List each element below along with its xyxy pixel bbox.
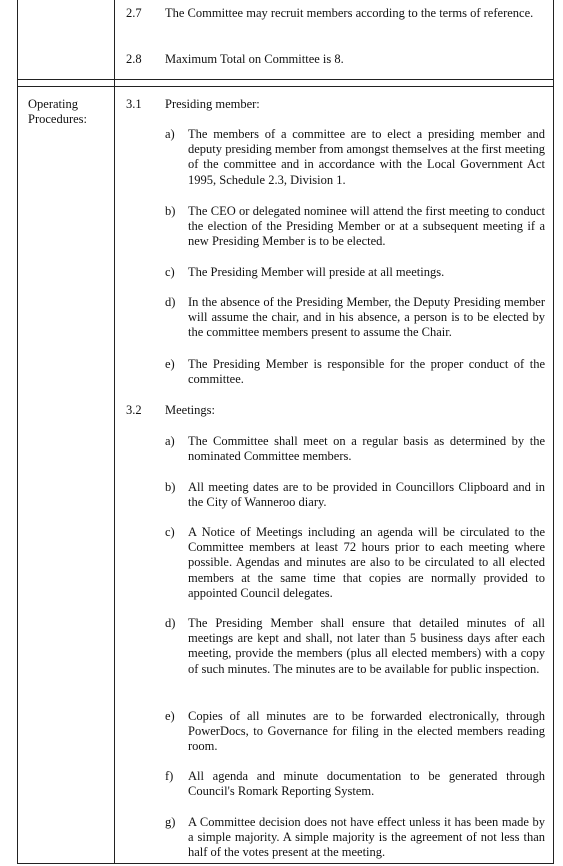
list-item-text: All agenda and minute documentation to be generated through Council's Romark Reporting System.	[188, 769, 545, 799]
list-item-text: A Notice of Meetings including an agenda will be circulated to the Committee members at least 72 hours prior to each meeting where possible. Agendas and minutes are also to be circulated to all elected members at the same time that copies are normally provided to appointed Council delegates.	[188, 525, 545, 600]
list-letter: c)	[165, 265, 175, 279]
section-number-3-2: 3.2	[126, 403, 142, 417]
operating-procedures-label: Operating Procedures:	[28, 97, 88, 127]
list-letter: a)	[165, 434, 175, 448]
list-item-text: Copies of all minutes are to be forwarded electronically, through PowerDocs, to Governance for filing in the elected members reading room.	[188, 709, 545, 754]
list-item-text: The Presiding Member will preside at all meetings.	[188, 265, 445, 279]
list-item-text: All meeting dates are to be provided in Councillors Clipboard and in the City of Wanneroo diary.	[188, 480, 545, 510]
list-item-text: The CEO or delegated nominee will attend the first meeting to conduct the election of the Presiding Member or at a subsequent meeting if a new Presiding Member is to be elected.	[188, 204, 545, 249]
list-item-text: The members of a committee are to elect a presiding member and deputy presiding member from amongst themselves at the first meeting of the committee and in accordance with the Local Government Act 1995, Schedule 2.3, Division 1.	[188, 127, 545, 187]
list-item-text: The Presiding Member shall ensure that detailed minutes of all meetings are kept and shall, not later than 5 business days after each meeting, provide the members (plus all elected members) with a copy of such minutes. The minutes are to be available for public inspection.	[188, 616, 545, 676]
section-title-meetings: Meetings:	[165, 403, 215, 417]
list-letter: c)	[165, 525, 175, 539]
column-divider	[114, 0, 115, 864]
row-divider	[17, 79, 554, 80]
item-number-2-8: 2.8	[126, 52, 142, 66]
list-letter: b)	[165, 480, 176, 494]
list-letter: d)	[165, 616, 176, 630]
list-letter: a)	[165, 127, 175, 141]
section-number-3-1: 3.1	[126, 97, 142, 111]
list-item-text: In the absence of the Presiding Member, the Deputy Presiding member will assume the chair, and in his absence, a person is to be elected by the committee members present to assume the Chair.	[188, 295, 545, 340]
row-divider-second	[17, 86, 554, 87]
section-title-presiding-member: Presiding member:	[165, 97, 260, 111]
list-item-text: A Committee decision does not have effect unless it has been made by a simple majority. A simple majority is the agreement of not less than half of the votes present at the meeting.	[188, 815, 545, 860]
list-letter: e)	[165, 709, 175, 723]
list-letter: b)	[165, 204, 176, 218]
list-item-text: The Committee shall meet on a regular basis as determined by the nominated Committee members.	[188, 434, 545, 464]
list-letter: d)	[165, 295, 176, 309]
list-item-text: The Presiding Member is responsible for the proper conduct of the committee.	[188, 357, 545, 387]
list-letter: f)	[165, 769, 174, 783]
item-number-2-7: 2.7	[126, 6, 142, 20]
item-text-2-7: The Committee may recruit members according to the terms of reference.	[165, 6, 534, 20]
list-letter: g)	[165, 815, 176, 829]
list-letter: e)	[165, 357, 175, 371]
item-text-2-8: Maximum Total on Committee is 8.	[165, 52, 344, 66]
